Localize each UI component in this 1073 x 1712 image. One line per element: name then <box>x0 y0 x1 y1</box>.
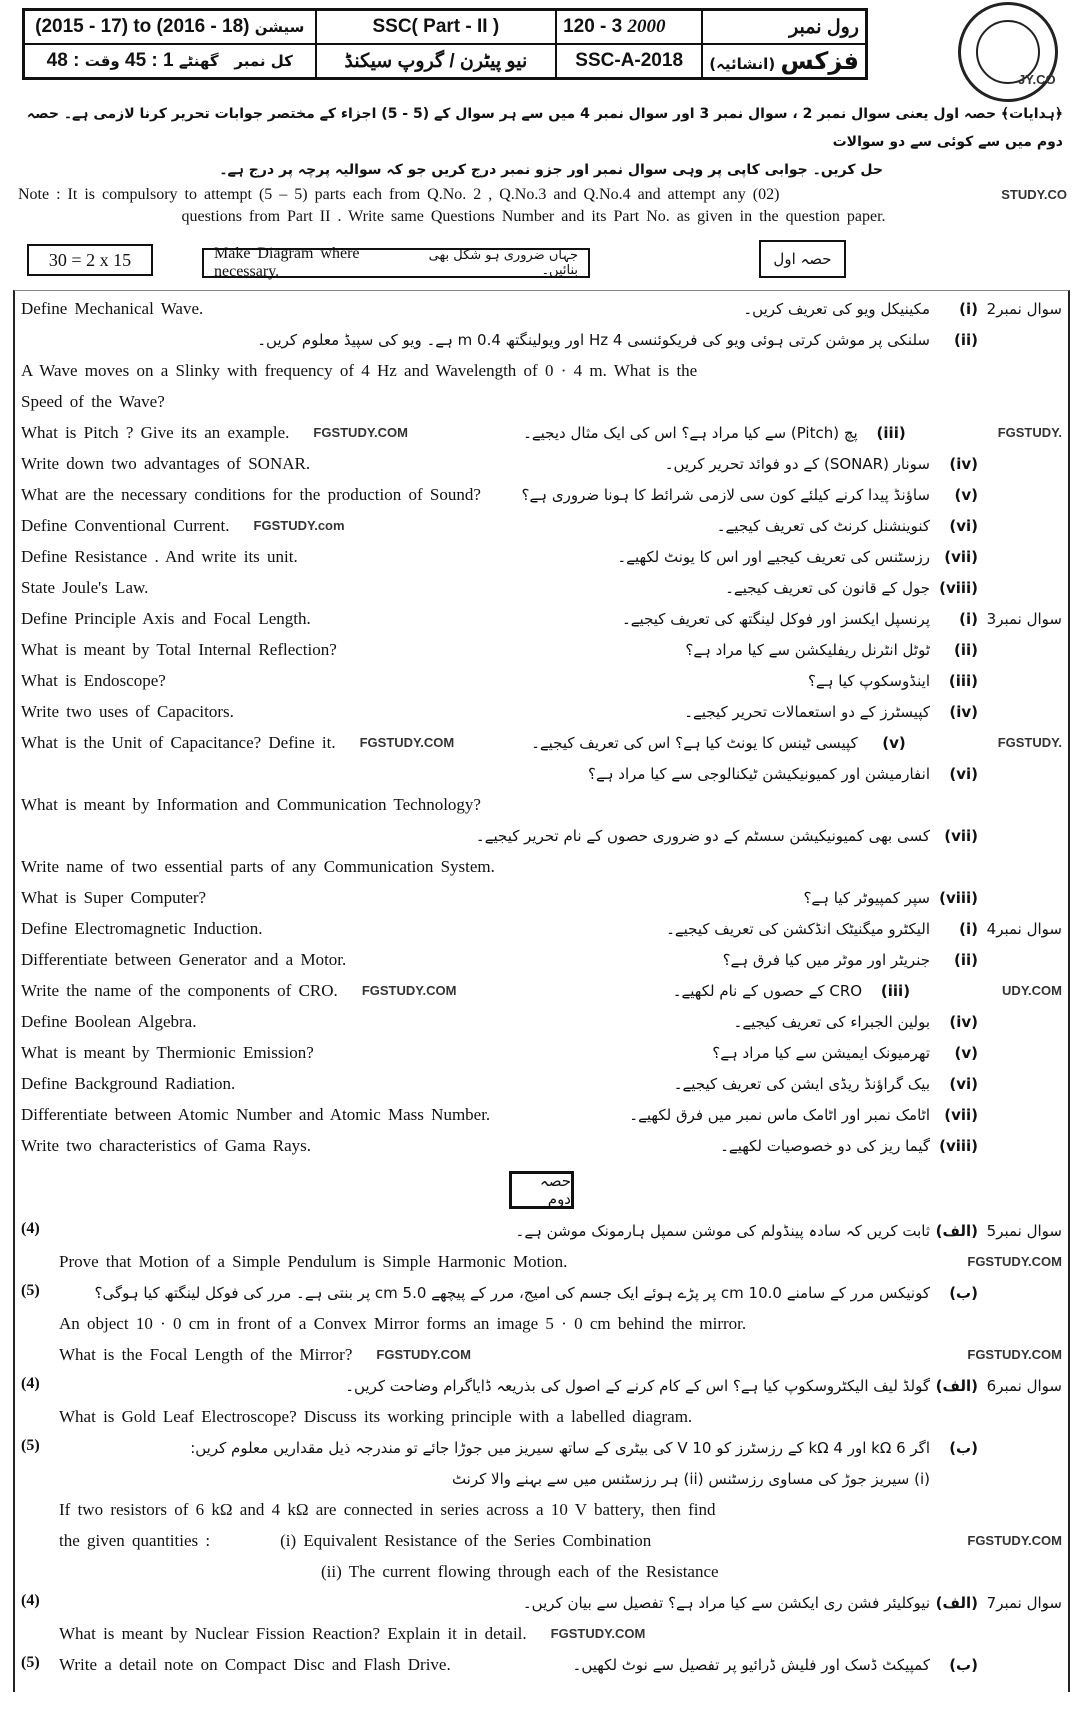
session-label: سیشن <box>254 18 305 36</box>
question-english: What is Pitch ? Give its an example. <box>21 423 290 442</box>
part-number: (i) <box>959 300 978 318</box>
question-english-group <box>21 1042 314 1064</box>
part-number: (ii) <box>953 951 978 969</box>
instructions-urdu-2: حل کریں۔ جوابی کاپی پر وہی سوال نمبر اور جزو نمبر درج کریں جو کہ سوالیہ پرچہ پر درج ہے۔ <box>219 162 883 178</box>
part-number: (vii) <box>944 1106 978 1124</box>
question-line <box>15 1341 1068 1372</box>
marks: (5) <box>21 1437 40 1454</box>
question-english: What is meant by Thermionic Emission? <box>21 1043 314 1062</box>
watermark: FGSTUDY. <box>997 735 1062 750</box>
question-english-sub: (i) Equivalent Resistance of the Series Combination <box>280 1531 652 1550</box>
question-line <box>15 884 1068 915</box>
question-english: What is Endoscope? <box>21 671 166 690</box>
question-english-group <box>21 670 166 692</box>
note-line-2-row <box>0 206 1073 228</box>
question-urdu: کپیسٹرز کے دو استعمالات تحریر کیجیے۔ <box>684 703 930 721</box>
question-english-group <box>49 1499 715 1521</box>
question-english: Define Boolean Algebra. <box>21 1012 197 1031</box>
question-english: What is meant by Information and Communication Technology? <box>21 795 481 814</box>
question-english: Prove that Motion of a Simple Pendulum is Simple Harmonic Motion. <box>59 1252 568 1271</box>
question-line <box>15 574 1068 605</box>
question-english: What is the Unit of Capacitance? Define it. <box>21 733 336 752</box>
part-number: (ب) <box>949 1284 978 1302</box>
question-line <box>15 1434 1068 1465</box>
note-line-2: questions from Part II . Write same Questions Number and its Part No. as given in the question paper. <box>181 208 886 225</box>
question-english: Define Electromagnetic Induction. <box>21 919 263 938</box>
question-english-group <box>21 391 165 413</box>
question-english: Define Conventional Current. <box>21 516 230 535</box>
question-urdu: اٹامک نمبر اور اٹامک ماس نمبر میں فرق لکھیے۔ <box>629 1106 930 1124</box>
watermark: FGSTUDY.COM <box>967 1533 1062 1548</box>
question-english-group <box>21 577 148 599</box>
question-english-group <box>21 546 298 568</box>
part-number: (v) <box>954 1044 978 1062</box>
question-english: Speed of the Wave? <box>21 392 165 411</box>
part-number: (viii) <box>939 889 978 907</box>
question-number: سوال نمبر4 <box>986 920 1062 938</box>
part-number: (ب) <box>949 1439 978 1457</box>
part1-questions <box>15 295 1068 1163</box>
question-urdu: کسی بھی کمیونیکیشن سسٹم کے دو ضروری حصوں کے نام تحریر کیجیے۔ <box>475 827 930 845</box>
question-line <box>15 1651 1068 1682</box>
question-urdu: انفارمیشن اور کمیونیکیشن ٹیکنالوجی سے کیا مراد ہے؟ <box>587 765 930 783</box>
marks: (4) <box>21 1220 40 1237</box>
question-line <box>15 915 1068 946</box>
marks: (4) <box>21 1592 40 1609</box>
question-english-group <box>49 1251 567 1273</box>
question-urdu: کپیسی ٹینس کا یونٹ کیا ہے؟ اس کی تعریف کیجیے۔ <box>531 734 858 752</box>
question-urdu: مکینیکل ویو کی تعریف کریں۔ <box>743 300 930 318</box>
question-urdu: ثابت کریں کہ سادہ پینڈولم کی موشن سمپل ہارمونک موشن ہے۔ <box>515 1222 930 1240</box>
time-marks-cell: 48 : کل نمبر گھنٹے 1 : 45 وقت <box>24 44 316 79</box>
question-line <box>15 698 1068 729</box>
part-number: (viii) <box>939 579 978 597</box>
part-number: (iii) <box>876 424 906 442</box>
question-english-group <box>21 422 289 444</box>
question-urdu: (i) سیریز جوڑ کی مساوی رزسٹنس (ii) ہر رزسٹنس میں سے بہنے والا کرنٹ <box>451 1470 930 1488</box>
question-english-group <box>21 1011 196 1033</box>
part2-title <box>509 1171 574 1209</box>
question-line <box>15 1279 1068 1310</box>
session-cell <box>24 10 316 45</box>
question-line <box>15 1039 1068 1070</box>
part-number: (v) <box>882 734 906 752</box>
question-english-group <box>21 360 697 382</box>
question-line <box>15 1403 1068 1434</box>
question-line <box>15 1496 1068 1527</box>
question-english-group <box>21 887 206 909</box>
subject-type: (انشائیہ) <box>709 55 776 73</box>
question-urdu: اینڈوسکوپ کیا ہے؟ <box>807 672 930 690</box>
note-line-1-row <box>0 184 1073 206</box>
part-number: (الف) <box>935 1222 978 1240</box>
question-english: Define Background Radiation. <box>21 1074 236 1093</box>
question-number: سوال نمبر7 <box>986 1594 1062 1612</box>
question-urdu: سپر کمپیوٹر کیا ہے؟ <box>803 889 930 907</box>
part-number: (ii) <box>953 641 978 659</box>
question-line <box>15 729 1068 760</box>
question-line <box>15 1372 1068 1403</box>
part-number: (vii) <box>944 827 978 845</box>
question-line <box>15 326 1068 357</box>
question-urdu: گولڈ لیف الیکٹروسکوپ کیا ہے؟ اس کے کام کرنے کے اصول کی بذریعہ ڈایاگرام وضاحت کریں۔ <box>345 1377 930 1395</box>
watermark: JY.CO <box>1018 72 1056 87</box>
question-urdu: گیما ریز کی دو خصوصیات لکھیے۔ <box>720 1137 930 1155</box>
header-table <box>22 8 868 80</box>
question-english-group <box>49 1623 527 1645</box>
part-number: (vi) <box>949 765 978 783</box>
exam-code: SSC-A-2018 <box>556 44 702 79</box>
question-line <box>15 512 1068 543</box>
diagram-note <box>202 245 590 280</box>
question-english: State Joule's Law. <box>21 578 149 597</box>
diagram-note-ur: جہاں ضروری ہو شکل بھی بنائیں۔ <box>428 248 578 278</box>
part1-title-text: حصہ اول <box>773 250 832 268</box>
question-english: What is the Focal Length of the Mirror? <box>59 1345 353 1364</box>
question-line <box>15 853 1068 884</box>
part-number: (iv) <box>949 703 978 721</box>
part1-title <box>759 240 846 278</box>
watermark: FGSTUDY.COM <box>313 425 409 440</box>
question-urdu: الیکٹرو میگنیٹک انڈکشن کی تعریف کیجیے۔ <box>666 920 930 938</box>
question-english-group <box>49 1344 352 1366</box>
question-english-group <box>49 1406 692 1428</box>
watermark: FGSTUDY.COM <box>550 1626 646 1641</box>
question-line <box>15 1310 1068 1341</box>
part-number: (الف) <box>935 1377 978 1395</box>
question-line <box>15 357 1068 388</box>
watermark: FGSTUDY.COM <box>361 983 457 998</box>
watermark: FGSTUDY.COM <box>359 735 455 750</box>
question-english-group <box>21 1135 311 1157</box>
question-english: Differentiate between Generator and a Motor. <box>21 950 347 969</box>
question-number: سوال نمبر3 <box>986 610 1062 628</box>
question-english: An object 10 · 0 cm in front of a Convex Mirror forms an image 5 · 0 cm behind the mirror. <box>59 1314 747 1333</box>
note-line-1: Note : It is compulsory to attempt (5 – 5) parts each from Q.No. 2 , Q.No.3 and Q.No.4 and attempt any (02) <box>18 186 780 203</box>
question-urdu: سونار (SONAR) کے دو فوائد تحریر کریں۔ <box>664 455 930 473</box>
part-number: (ب) <box>949 1656 978 1674</box>
watermark: FGSTUDY.COM <box>967 1254 1062 1269</box>
class: SSC( Part - II ) <box>316 10 557 45</box>
question-english: A Wave moves on a Slinky with frequency of 4 Hz and Wavelength of 0 · 4 m. What is the <box>21 361 698 380</box>
part-number: (viii) <box>939 1137 978 1155</box>
part-number: (vi) <box>949 1075 978 1093</box>
question-line <box>15 1101 1068 1132</box>
question-english-group <box>21 453 310 475</box>
question-urdu: بیک گراؤنڈ ریڈی ایشن کی تعریف کیجیے۔ <box>673 1075 930 1093</box>
time: 1 : 45 <box>125 50 174 71</box>
part2-title-row <box>15 1171 1068 1209</box>
question-urdu: اگر 6 kΩ اور 4 kΩ کے رزسٹرز کو 10 V کی بیٹری کے ساتھ سیریز میں جوڑا جائے تو مندرجہ ذیل مقداریں معلوم کریں: <box>190 1439 930 1457</box>
board-logo-icon <box>958 2 1058 102</box>
question-urdu: پچ (Pitch) سے کیا مراد ہے؟ اس کی ایک مثال دیجیے۔ <box>523 424 858 442</box>
question-english-group <box>21 701 234 723</box>
part-number: (i) <box>959 610 978 628</box>
question-english: Define Principle Axis and Focal Length. <box>21 609 311 628</box>
watermark: FGSTUDY.com <box>253 518 345 533</box>
question-line <box>15 1620 1068 1651</box>
part-number: (iii) <box>948 672 978 690</box>
part1-header <box>0 240 1073 284</box>
question-line <box>15 791 1068 822</box>
question-urdu: تھرمیونک ایمیشن سے کیا مراد ہے؟ <box>712 1044 930 1062</box>
question-english-group <box>49 1530 651 1552</box>
question-urdu: ٹوٹل انٹرنل ریفلیکشن سے کیا مراد ہے؟ <box>685 641 930 659</box>
question-urdu: کنوینشنل کرنٹ کی تعریف کیجیے۔ <box>716 517 930 535</box>
watermark: STUDY.CO <box>1001 187 1067 202</box>
question-line <box>15 667 1068 698</box>
subject: فزکس <box>780 47 859 75</box>
part-number: (iii) <box>880 982 911 1000</box>
question-english-group <box>49 1654 451 1676</box>
watermark: UDY.COM <box>1002 983 1062 998</box>
part-number: (ii) <box>953 331 978 349</box>
question-english: Write two characteristics of Gama Rays. <box>21 1136 311 1155</box>
diagram-note-en: Make Diagram where necessary. <box>214 245 360 280</box>
question-english: Write two uses of Capacitors. <box>21 702 234 721</box>
question-english: Define Resistance . And write its unit. <box>21 547 298 566</box>
question-english: What is Super Computer? <box>21 888 207 907</box>
pattern: نیو پیٹرن / گروپ سیکنڈ <box>316 44 557 79</box>
question-english-group <box>49 1561 719 1583</box>
part2-title-text: حصہ دوم <box>539 1172 571 1208</box>
question-urdu: CRO کے حصوں کے نام لکھیے۔ <box>672 982 863 1000</box>
question-english-group <box>21 732 336 754</box>
marks: (5) <box>21 1282 40 1299</box>
question-urdu: جول کے قانون کی تعریف کیجیے۔ <box>725 579 930 597</box>
question-english-group <box>21 794 481 816</box>
question-english-group <box>21 608 311 630</box>
question-line <box>15 977 1068 1008</box>
question-number: سوال نمبر2 <box>986 300 1062 318</box>
question-line <box>15 822 1068 853</box>
question-line <box>15 946 1068 977</box>
question-line <box>15 1558 1068 1589</box>
question-number: سوال نمبر5 <box>986 1222 1062 1240</box>
question-urdu: نیوکلیئر فشن ری ایکشن سے کیا مراد ہے؟ تفصیل سے بیان کریں۔ <box>522 1594 930 1612</box>
question-urdu: ساؤنڈ پیدا کرنے کیلئے کون سی لازمی شرائط کا ہونا ضروری ہے؟ <box>521 486 930 504</box>
part-number: (iv) <box>949 455 978 473</box>
question-english-group <box>21 918 263 940</box>
question-line <box>15 1008 1068 1039</box>
question-line <box>15 295 1068 326</box>
question-english-group <box>21 298 203 320</box>
question-english: What is meant by Total Internal Reflection? <box>21 640 337 659</box>
question-english: Differentiate between Atomic Number and Atomic Mass Number. <box>21 1105 491 1124</box>
question-english-group <box>21 1104 490 1126</box>
question-urdu: جنریٹر اور موٹر میں کیا فرق ہے؟ <box>722 951 930 969</box>
question-urdu: پرنسپل ایکسز اور فوکل لینگتھ کی تعریف کیجیے۔ <box>621 610 930 628</box>
question-english-sub: (ii) The current flowing through each of the Resistance <box>321 1562 719 1581</box>
marks: (4) <box>21 1375 40 1392</box>
question-english-group <box>21 980 338 1002</box>
roll-label: رول نمبر <box>702 10 866 45</box>
part-number: (الف) <box>935 1594 978 1612</box>
question-urdu: سلنکی پر موشن کرتی ہوئی ویو کی فریکوئنسی 4 Hz اور ویولینگتھ 0.4 m ہے۔ ویو کی سپیڈ معلوم کریں۔ <box>257 331 930 349</box>
instructions-urdu-1: ﴿ہدایات﴾ حصہ اول یعنی سوال نمبر 2 ، سوال نمبر 3 اور سوال نمبر 4 میں سے ہر سوال کے (5 - 5) اجزاء کے مختصر جوابات تحریر کرنا لازمی ہے۔ حصہ دوم میں سے کوئی سے دو سوالات <box>26 106 1063 150</box>
part1-marks: 30 = 2 x 15 <box>27 244 153 276</box>
question-english: What is meant by Nuclear Fission Reaction? Explain it in detail. <box>59 1624 527 1643</box>
question-urdu: کمپیکٹ ڈسک اور فلیش ڈرائیو پر تفصیل سے نوٹ لکھیں۔ <box>572 1656 930 1674</box>
subject-cell <box>702 44 866 79</box>
question-english: Write a detail note on Compact Disc and Flash Drive. <box>59 1655 451 1674</box>
part-number: (vi) <box>949 517 978 535</box>
question-line <box>15 481 1068 512</box>
part-number: (v) <box>954 486 978 504</box>
questions-frame <box>13 290 1070 1692</box>
question-line <box>15 1070 1068 1101</box>
question-line <box>15 1465 1068 1496</box>
question-number: سوال نمبر6 <box>986 1377 1062 1395</box>
question-urdu: کونیکس مرر کے سامنے 10.0 cm پر پڑے ہوئے ایک جسم کی امیج، مرر کے پیچھے 5.0 cm پر بنتی ہے۔ مرر کی فوکل لینگتھ کیا ہوگی؟ <box>94 1284 930 1302</box>
question-english: Write down two advantages of SONAR. <box>21 454 311 473</box>
question-line <box>15 1132 1068 1163</box>
question-english: If two resistors of 6 kΩ and 4 kΩ are connected in series across a 10 V battery, then find <box>59 1500 716 1519</box>
watermark: FGSTUDY.COM <box>376 1347 472 1362</box>
watermark: FGSTUDY. <box>997 425 1062 440</box>
question-english: Write the name of the components of CRO. <box>21 981 338 1000</box>
roll-no-cell <box>556 10 702 45</box>
question-line <box>15 388 1068 419</box>
question-english: What are the necessary conditions for the production of Sound? <box>21 485 481 504</box>
question-line <box>15 605 1068 636</box>
part-number: (i) <box>959 920 978 938</box>
total-marks: 48 <box>46 50 68 71</box>
question-line <box>15 636 1068 667</box>
part-number: (vii) <box>944 548 978 566</box>
part-number: (iv) <box>949 1013 978 1031</box>
question-english-group <box>21 949 346 971</box>
question-english: Define Mechanical Wave. <box>21 299 204 318</box>
part2-questions <box>15 1217 1068 1682</box>
marks: (5) <box>21 1654 40 1671</box>
question-english-group <box>21 1073 235 1095</box>
question-urdu: بولین الجبراء کی تعریف کیجیے۔ <box>733 1013 930 1031</box>
question-line <box>15 543 1068 574</box>
question-english-group <box>21 484 481 506</box>
question-english: the given quantities : <box>59 1531 211 1550</box>
question-urdu: رزسٹنس کی تعریف کیجیے اور اس کا یونٹ لکھیے۔ <box>617 548 930 566</box>
session: (2015 - 17) to (2016 - 18) <box>35 16 250 37</box>
roll-no: 120 - 3 <box>563 16 623 37</box>
question-line <box>15 1248 1068 1279</box>
question-line <box>15 760 1068 791</box>
marks-label: کل نمبر <box>234 52 293 70</box>
question-line <box>15 1217 1068 1248</box>
question-line <box>15 1589 1068 1620</box>
roll-no-handwritten: 2000 <box>627 16 666 37</box>
question-english-group <box>21 639 337 661</box>
question-line <box>15 1527 1068 1558</box>
question-line <box>15 450 1068 481</box>
question-english: What is Gold Leaf Electroscope? Discuss its working principle with a labelled diagram. <box>59 1407 693 1426</box>
watermark: FGSTUDY.COM <box>967 1347 1062 1362</box>
question-english-group <box>21 515 230 537</box>
time-label: وقت <box>84 52 120 70</box>
question-english-group <box>21 856 495 878</box>
hours-label: گھنٹے <box>178 52 219 70</box>
question-line <box>15 419 1068 450</box>
question-english-group <box>49 1313 746 1335</box>
question-english: Write name of two essential parts of any Communication System. <box>21 857 495 876</box>
